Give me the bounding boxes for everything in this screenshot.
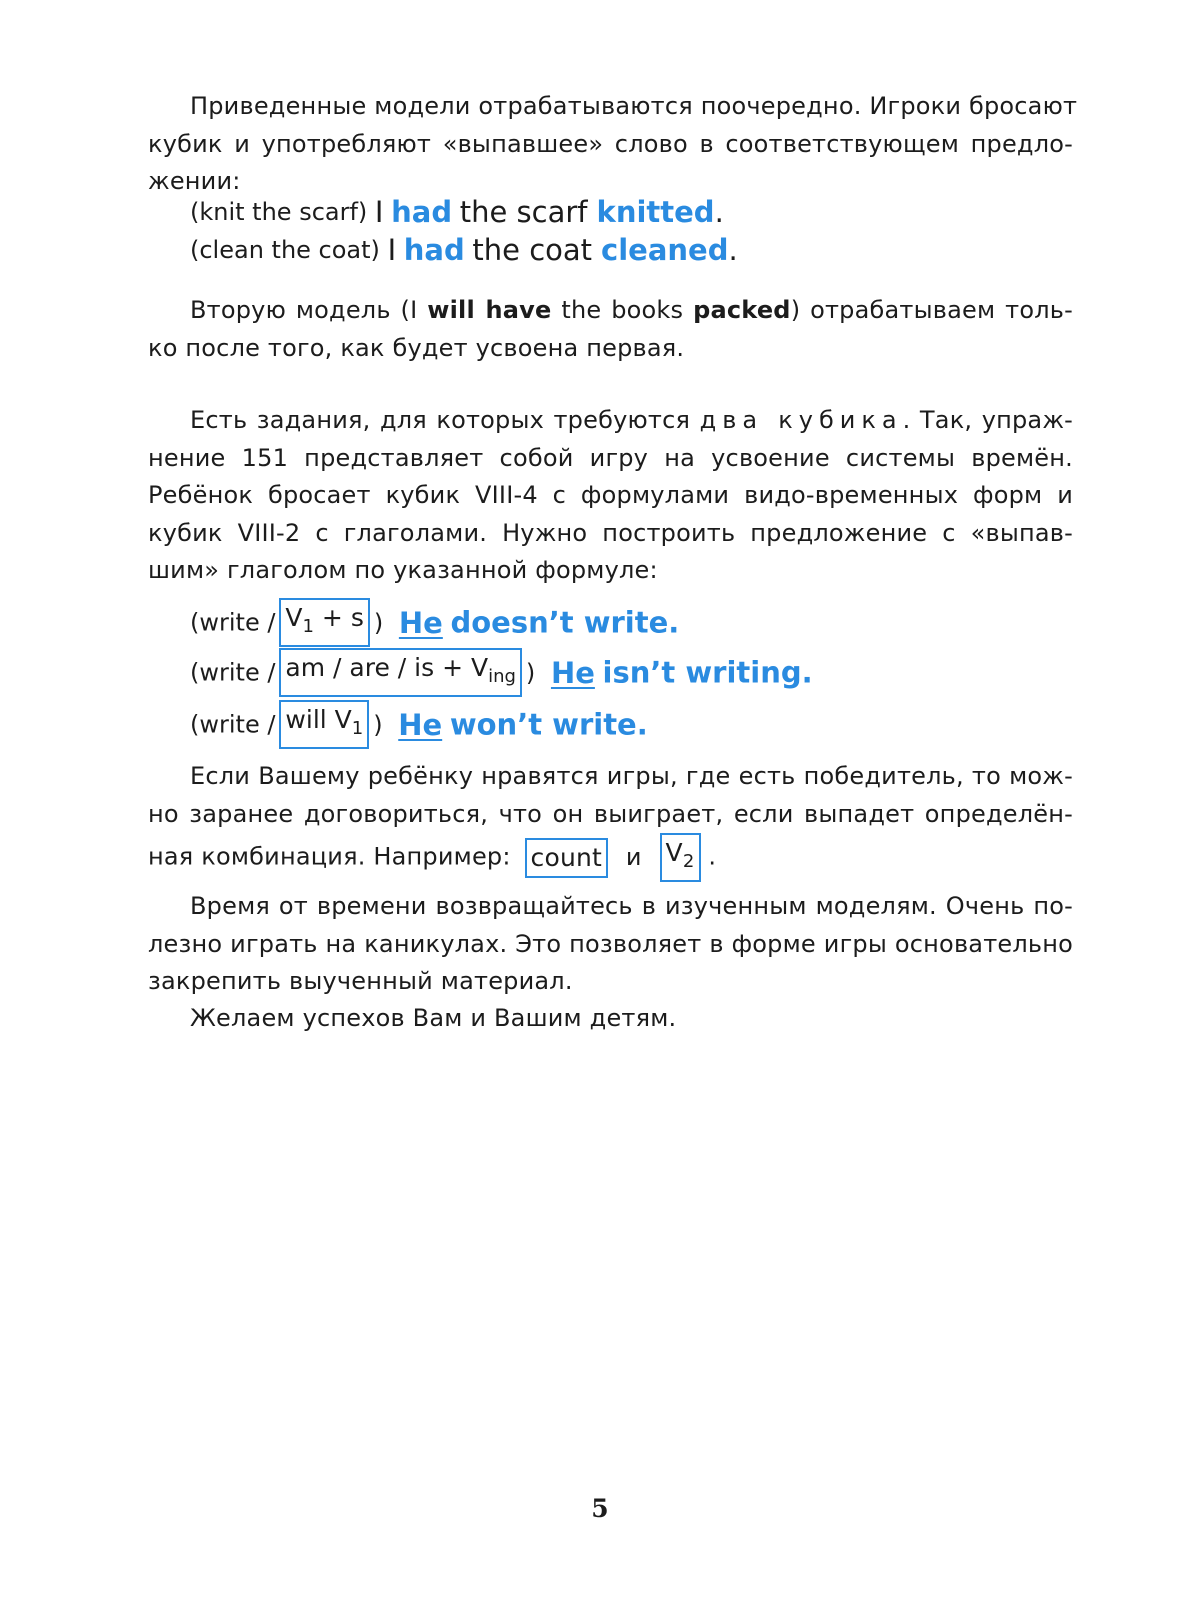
- answer-text: doesn’t write.: [450, 605, 680, 640]
- formula-cue: (write /: [190, 658, 276, 687]
- example-word: the coat: [472, 233, 593, 267]
- text-run: и: [625, 842, 642, 871]
- formula-text: + s: [313, 603, 364, 632]
- formula-box: [279, 700, 369, 749]
- answer-subject: He: [398, 707, 443, 742]
- example-highlight: had: [391, 195, 453, 229]
- paragraph-revisit: [148, 888, 1073, 1001]
- paragraph-line: кубик VIII-2 с глаголами. Нужно построить предложение с «выпав-: [148, 518, 1073, 547]
- formula-cue: (write /: [190, 608, 276, 637]
- example-punct: .: [728, 233, 738, 267]
- answer-subject: He: [398, 605, 443, 640]
- text-run: Есть задания, для которых требуются: [190, 406, 691, 434]
- text-run: the books: [561, 296, 684, 324]
- paragraph-intro: [148, 88, 1078, 201]
- paragraph-line: ко после того, как будет усвоена первая.: [148, 333, 685, 362]
- formula-row: [190, 648, 813, 697]
- paragraph-wishes: Желаем успехов Вам и Вашим детям.: [190, 1004, 677, 1032]
- example-word: I: [374, 195, 384, 229]
- answer-text: won’t write.: [449, 707, 648, 742]
- paragraph-line: Приведенные модели отрабатываются поочередно. Игроки бросают: [190, 92, 1078, 120]
- answer-text: isn’t writing.: [602, 655, 813, 690]
- spaced-run: два кубика: [699, 406, 903, 434]
- paragraph-line: нение 151 представляет собой игру на усвоение системы времён.: [148, 443, 1073, 472]
- paragraph-line: [148, 402, 1073, 440]
- paragraph-line: [148, 833, 1073, 882]
- text-run: Вторую модель (I: [190, 296, 418, 324]
- answer-subject: He: [550, 655, 595, 690]
- paragraph-line: шим» глаголом по указанной формуле:: [148, 556, 658, 584]
- paragraph-line: Если Вашему ребёнку нравятся игры, где есть победитель, то мож-: [190, 762, 1073, 790]
- formula-subscript: 1: [302, 616, 314, 637]
- formula-row: [190, 700, 648, 749]
- text-run: .: [708, 842, 717, 871]
- paragraph-line: лезно играть на каникулах. Это позволяет в форме игры основательно: [148, 929, 1073, 958]
- text-run: . Так, упраж-: [902, 406, 1074, 434]
- paragraph-two-dice: [148, 402, 1073, 590]
- example-punct: .: [714, 195, 724, 229]
- example-highlight: had: [403, 233, 465, 267]
- formula-subscript: 1: [351, 718, 364, 739]
- combination-box-count: count: [525, 838, 609, 878]
- example-word: I: [387, 233, 397, 267]
- formula-box: [279, 598, 369, 647]
- example-cue: (knit the scarf): [190, 198, 368, 226]
- bold-run: packed: [693, 296, 791, 324]
- paragraph-line: [148, 292, 1073, 330]
- paragraph-line: Ребёнок бросает кубик VIII-4 с формулами видо-временных форм и: [148, 481, 1073, 509]
- combination-box-v2: [660, 833, 701, 882]
- formula-close: ): [373, 608, 384, 637]
- paragraph-winner: [148, 758, 1073, 882]
- formula-text: V: [665, 838, 683, 867]
- example-knit: [190, 195, 724, 229]
- formula-box: [279, 648, 522, 697]
- paragraph-second-model: [148, 292, 1073, 367]
- formula-subscript: ing: [488, 666, 516, 687]
- paragraph-line: но заранее договориться, что он выиграет, если выпадет определён-: [148, 799, 1073, 828]
- text-run: ) отрабатываем толь-: [790, 296, 1073, 324]
- example-word: the scarf: [459, 195, 588, 229]
- example-cue: (clean the coat): [190, 236, 380, 264]
- example-highlight: cleaned: [601, 233, 729, 267]
- formula-cue: (write /: [190, 710, 276, 739]
- paragraph-line: жении:: [148, 167, 241, 195]
- formula-close: ): [525, 658, 536, 687]
- example-clean: [190, 233, 738, 267]
- formula-subscript: 2: [682, 851, 695, 872]
- page-number: 5: [591, 1494, 609, 1523]
- formula-close: ): [373, 710, 383, 739]
- paragraph-line: закрепить выученный материал.: [148, 967, 573, 995]
- formula-text: will V: [285, 705, 352, 734]
- formula-text: V: [285, 603, 303, 632]
- bold-run: will have: [427, 296, 552, 324]
- text-run: ная комбинация. Например:: [148, 842, 511, 871]
- formula-text: am / are / is + V: [285, 653, 489, 682]
- paragraph-line: Время от времени возвращайтесь в изученным моделям. Очень по-: [190, 892, 1073, 920]
- formula-row: [190, 598, 679, 647]
- example-highlight: knitted: [596, 195, 715, 229]
- paragraph-line: кубик и употребляют «выпавшее» слово в соответствующем предло-: [148, 129, 1073, 158]
